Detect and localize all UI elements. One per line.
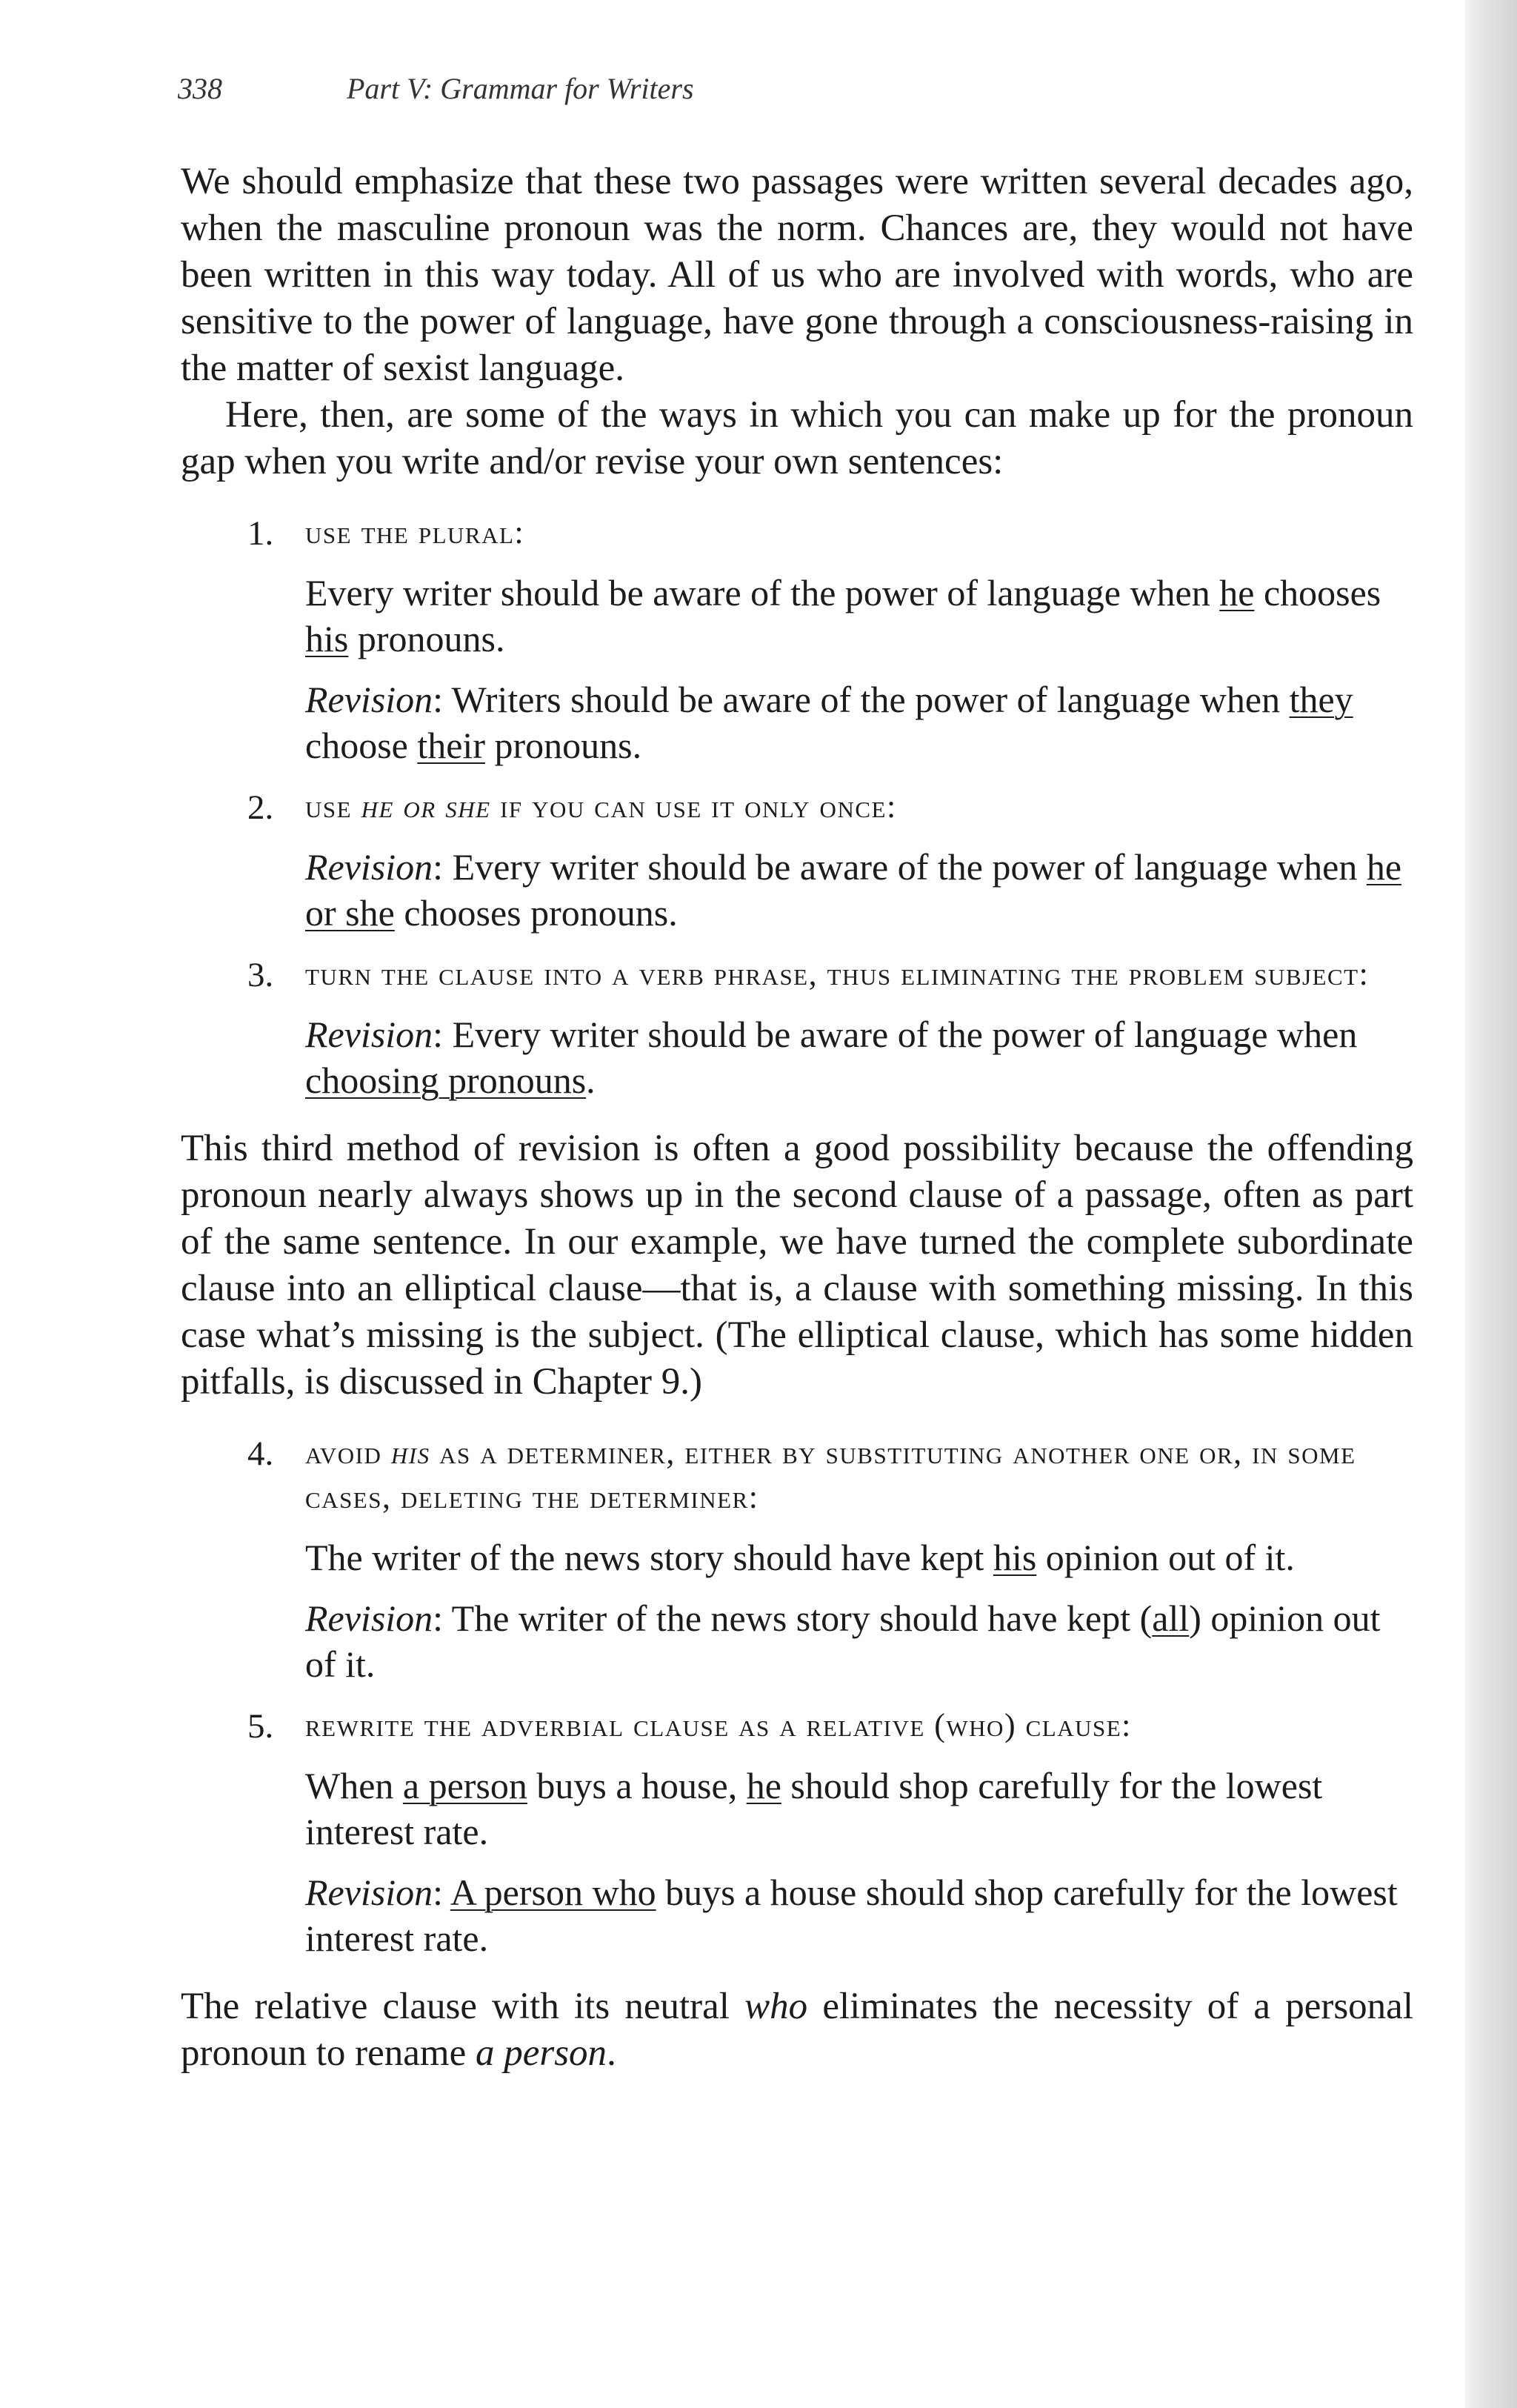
revision-sentence [305, 1595, 1413, 1687]
revision-text: chooses pronouns. [394, 892, 678, 934]
underlined-word: his [305, 618, 349, 659]
page-number: 338 [178, 72, 222, 105]
heading-text: as a determiner, either by substituting another one or, in some cases, deleting the determiner: [305, 1434, 1356, 1515]
paragraph-text: The relative clause with its neutral [181, 1986, 745, 2027]
underlined-word: all [1152, 1597, 1190, 1639]
revision-methods-list-b [181, 1431, 1413, 1961]
paragraph-ways: Here, then, are some of the ways in which you can make up for the pronoun gap when you write and/or revise your own sentences: [181, 394, 1413, 482]
list-item-3 [181, 952, 1413, 1103]
example-sentence [305, 1763, 1413, 1855]
revision-label: Revision [305, 1597, 433, 1639]
example-text: When [305, 1765, 403, 1806]
revision-text: choose [305, 725, 418, 766]
revision-text: buys a house should shop carefully for the lowest interest rate. [305, 1872, 1398, 1959]
revision-sentence [305, 1869, 1413, 1961]
underlined-word: a person [402, 1765, 527, 1806]
item-number: 1. [247, 514, 274, 553]
list-item-4 [181, 1431, 1413, 1687]
paragraph-third-method: This third method of revision is often a good possibility because the offending pronoun nearly always shows up in the second clause of a passage, often as part of the same sentence. In our example, we have turned the complete subordinate clause into an elliptical clause—that is, a clause with something missing. In this case what’s missing is the subject. (The elliptical clause, which has some hidden pitfalls, is discussed in Chapter 9.) [181, 1128, 1413, 1403]
underlined-word: he or she [305, 846, 1402, 934]
heading-text: use [305, 788, 361, 825]
revision-text: : The writer of the news story should have kept ( [433, 1597, 1153, 1639]
revision-sentence [305, 676, 1413, 768]
revision-text: : Every writer should be aware of the power of language when [433, 1014, 1358, 1055]
underlined-word: he [1219, 572, 1255, 613]
underlined-word: they [1289, 679, 1353, 720]
example-text: buys a house, [527, 1765, 747, 1806]
revision-label: Revision [305, 679, 433, 720]
paragraph-intro: We should emphasize that these two passages were written several decades ago, when the masculine pronoun was the norm. Chances are, they would not have been written in this way today. All of us who are involved with words, who are sensitive to the power of language, have gone through a consciousness-raising in the matter of sexist language. [181, 161, 1413, 389]
revision-text: pronouns. [484, 725, 642, 766]
page-body [181, 159, 1413, 2077]
item-number: 2. [247, 788, 274, 827]
underlined-word: choosing pronouns [305, 1060, 587, 1101]
underlined-word: he [746, 1765, 781, 1806]
item-heading: rewrite the adverbial clause as a relative (who) clause: [305, 1707, 1132, 1743]
revision-sentence [305, 1011, 1413, 1103]
example-text: chooses [1254, 572, 1381, 613]
heading-text: if you can use it only once: [490, 788, 897, 825]
item-number: 3. [247, 956, 274, 994]
item-heading: turn the clause into a verb phrase, thus eliminating the problem subject: [305, 956, 1370, 992]
example-sentence [305, 570, 1413, 662]
example-text: Every writer should be aware of the power of language when [305, 572, 1220, 613]
revision-text: . [586, 1060, 596, 1101]
revision-text: ) opinion out of it. [305, 1597, 1381, 1685]
paragraph-relative-clause [181, 1983, 1413, 2077]
example-text: opinion out of it. [1036, 1537, 1295, 1578]
example-text: pronouns. [348, 618, 505, 659]
revision-text: : Every writer should be aware of the power of language when [433, 846, 1367, 888]
item-number: 4. [247, 1434, 274, 1473]
running-title: Part V: Grammar for Writers [347, 72, 694, 105]
example-text: The writer of the news story should have kept [305, 1537, 993, 1578]
revision-text: : Writers should be aware of the power of language when [433, 679, 1290, 720]
page-edge-shadow [1465, 0, 1517, 2408]
revision-sentence [305, 844, 1413, 936]
italic-word: a person [475, 2032, 607, 2074]
revision-label: Revision [305, 846, 433, 888]
list-item-5 [181, 1703, 1413, 1961]
revision-text: : [433, 1872, 450, 1913]
underlined-word: their [417, 725, 485, 766]
revision-label: Revision [305, 1872, 433, 1913]
heading-text: avoid [305, 1434, 391, 1471]
heading-italic-text: he or she [361, 788, 491, 825]
italic-word: who [744, 1986, 808, 2027]
list-item-1 [181, 510, 1413, 768]
revision-label: Revision [305, 1014, 433, 1055]
item-heading [305, 1431, 1413, 1520]
list-item-2 [181, 785, 1413, 936]
item-number: 5. [247, 1707, 274, 1746]
paragraph-text: . [607, 2032, 616, 2074]
example-sentence [305, 1534, 1413, 1580]
item-heading [305, 785, 1413, 829]
heading-italic-text: his [390, 1434, 430, 1471]
example-text: should shop carefully for the lowest interest rate. [305, 1765, 1323, 1852]
running-header [178, 71, 694, 106]
revision-methods-list-a [181, 510, 1413, 1103]
paragraph-text: eliminates the necessity of a personal pronoun to rename [181, 1986, 1413, 2074]
underlined-word: A person who [450, 1872, 656, 1913]
item-heading: use the plural: [305, 514, 525, 551]
underlined-word: his [993, 1537, 1037, 1578]
